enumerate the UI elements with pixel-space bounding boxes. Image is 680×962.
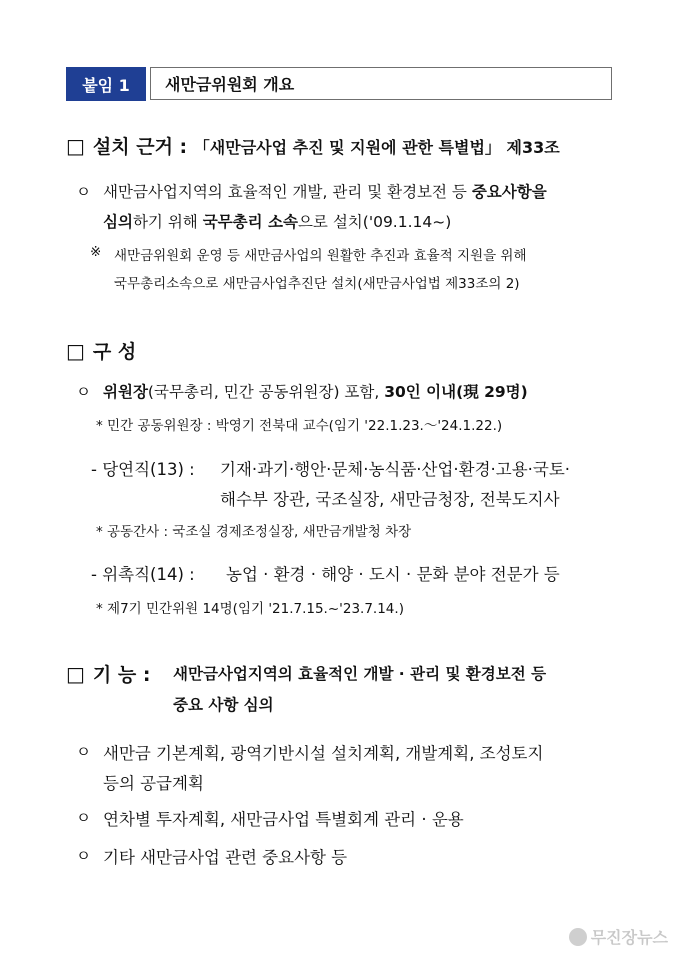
section1-note-line2: 국무총리소속으로 새만금사업추진단 설치(새만금사업법 제33조의 2) <box>114 276 520 292</box>
section1-line2: 심의하기 위해 국무총리 소속으로 설치('09.1.14~) <box>103 213 452 231</box>
document-title: 새만금위원회 개요 <box>150 67 612 100</box>
cochair-note: * 민간 공동위원장 : 박영기 전북대 교수(임기 '22.1.23.～'24.1.22.) <box>96 418 503 434</box>
secretary-note: * 공동간사 : 국조실 경제조정실장, 새만금개발청 차장 <box>96 524 412 540</box>
checkbox-square-icon: □ <box>66 134 85 158</box>
watermark-icon <box>569 928 587 946</box>
function-bullet-1: ㅇ <box>76 743 91 761</box>
function-item-3: 기타 새만금사업 관련 중요사항 등 <box>103 848 348 867</box>
section2-bullet: ㅇ <box>76 383 91 401</box>
attachment-badge: 붙임 1 <box>66 67 146 101</box>
section-composition-heading: □ 구 성 <box>66 339 137 363</box>
function-item-1-cont: 등의 공급계획 <box>103 774 204 793</box>
appointed-text: 농업 · 환경 · 해양 · 도시 · 문화 분야 전문가 등 <box>226 565 560 584</box>
watermark-logo: 무진장뉴스 <box>569 925 668 948</box>
appointed-label: - 위촉직(14) : <box>91 565 195 584</box>
section1-note-line1: 새만금위원회 운영 등 새만금사업의 원활한 추진과 효율적 지원을 위해 <box>114 248 527 264</box>
exofficio-line1: 기재·과기·행안·문체·농식품·산업·환경·고용·국토· <box>220 460 571 479</box>
function-desc-line2: 중요 사항 심의 <box>173 696 274 714</box>
section-function-heading: □ 기 능 : <box>66 662 151 686</box>
function-desc-line1: 새만금사업지역의 효율적인 개발 · 관리 및 환경보전 등 <box>173 665 547 683</box>
exofficio-line2: 해수부 장관, 국조실장, 새만금청장, 전북도지사 <box>220 490 560 509</box>
exofficio-label: - 당연직(13) : <box>91 460 195 479</box>
note-marker: ※ <box>90 244 102 260</box>
section1-bullet: ㅇ <box>76 183 91 201</box>
section1-line1: 새만금사업지역의 효율적인 개발, 관리 및 환경보전 등 중요사항을 <box>103 183 547 201</box>
section2-members: 위원장(국무총리, 민간 공동위원장) 포함, 30인 이내(現 29명) <box>103 383 528 401</box>
checkbox-square-icon: □ <box>66 662 85 686</box>
function-bullet-2: ㅇ <box>76 809 91 827</box>
section-legal-basis-heading: □ 설치 근거 : 「새만금사업 추진 및 지원에 관한 특별법」 제33조 <box>66 134 560 158</box>
appointed-note: * 제7기 민간위원 14명(임기 '21.7.15.~'23.7.14.) <box>96 601 404 617</box>
function-item-1: 새만금 기본계획, 광역기반시설 설치계획, 개발계획, 조성토지 <box>103 744 544 763</box>
law-reference: 「새만금사업 추진 및 지원에 관한 특별법」 제33조 <box>193 138 560 157</box>
function-item-2: 연차별 투자계획, 새만금사업 특별회계 관리 · 운용 <box>103 810 464 829</box>
function-bullet-3: ㅇ <box>76 847 91 865</box>
checkbox-square-icon: □ <box>66 339 85 363</box>
